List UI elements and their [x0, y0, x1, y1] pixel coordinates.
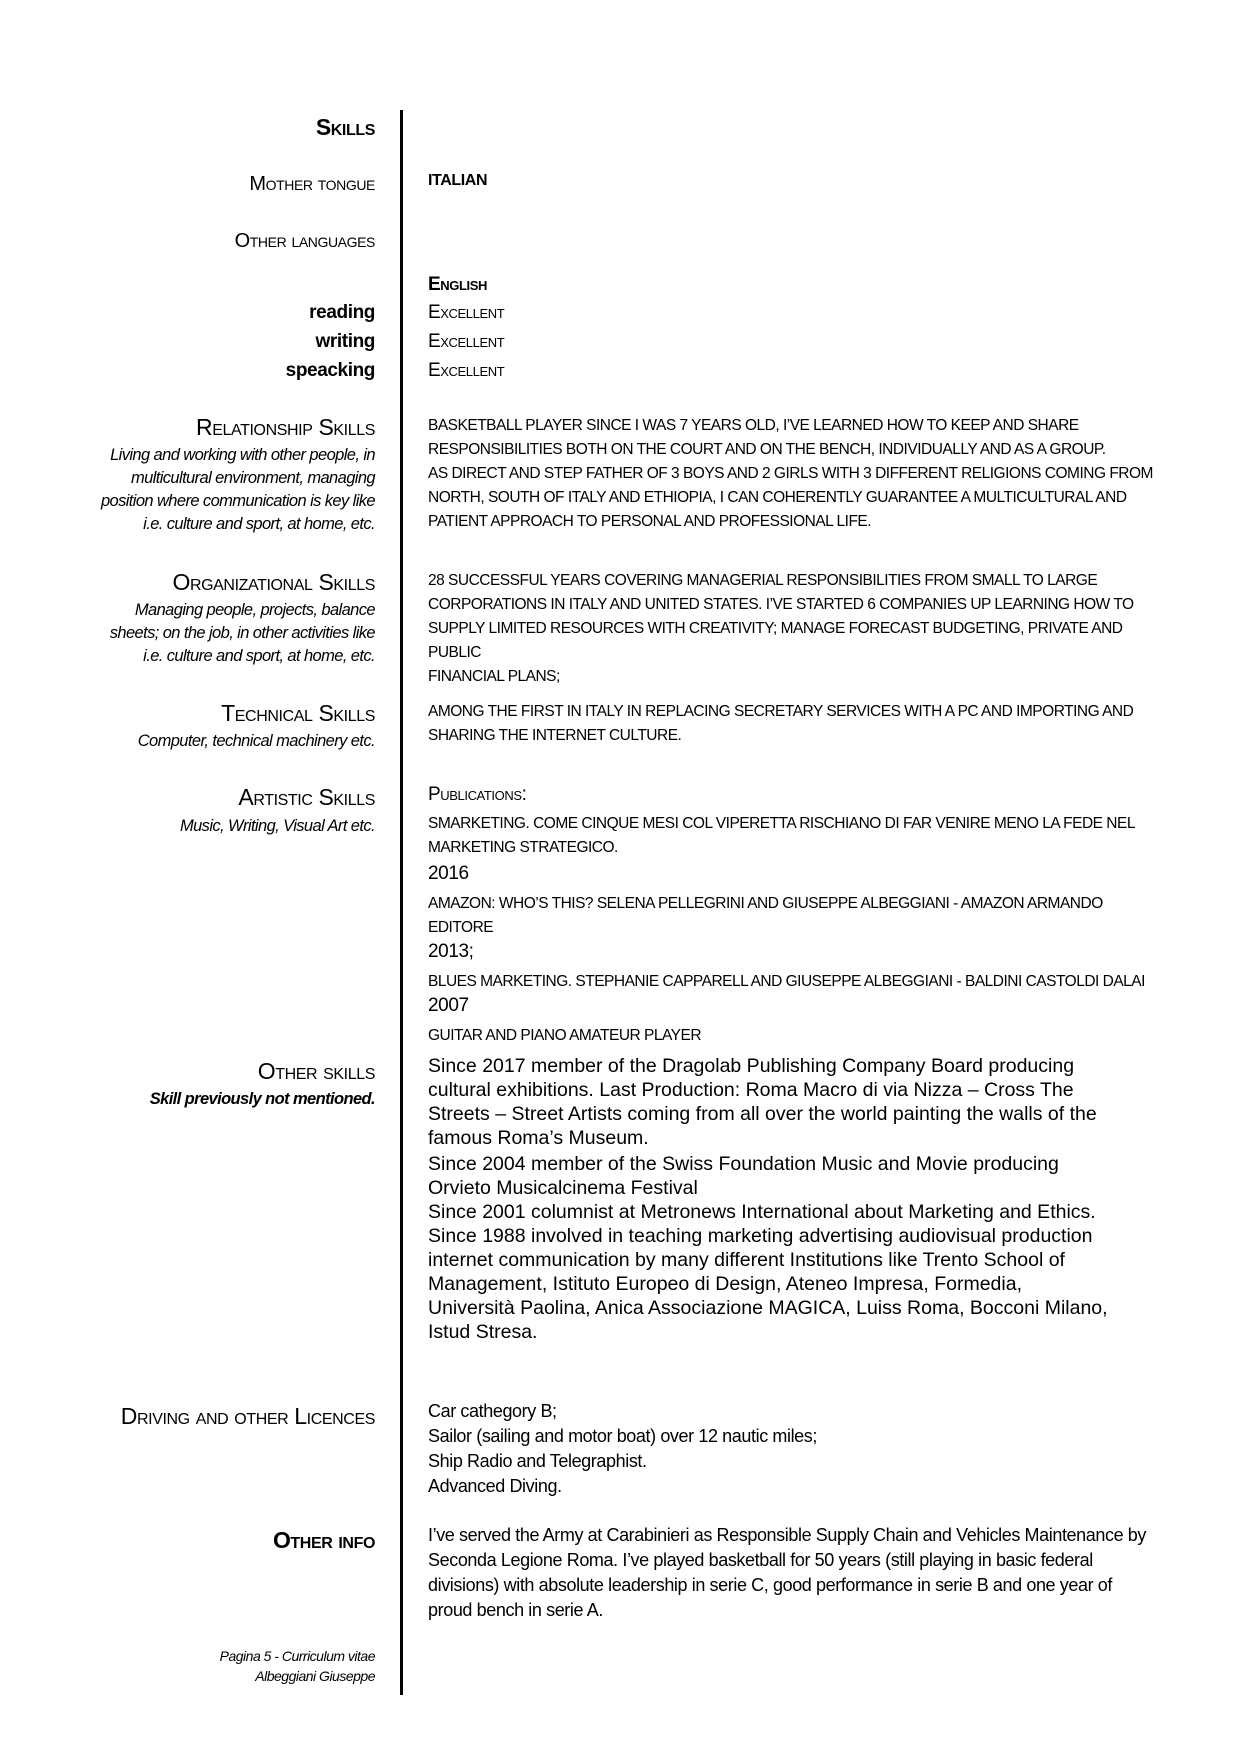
driving-licences-text: Car cathegory B; Sailor (sailing and motor boat) over 12 nautic miles; Ship Radio and Telegraphist. Advanced Diving.	[428, 1401, 817, 1496]
technical-skills-subtitle: Computer, technical machinery etc.	[137, 732, 375, 750]
other-skills-subtitle: Skill previously not mentioned.	[149, 1090, 375, 1108]
artistic-extra: GUITAR AND PIANO AMATEUR PLAYER	[428, 1027, 702, 1044]
other-info-text: I’ve served the Army at Carabinieri as Responsible Supply Chain and Vehicles Maintenance by Seconda Legione Roma. I’ve played basketball for 50 years (still playing in basic federal divisions) with absolute leadership in serie C, good performance in serie B and one year of proud bench in serie A.	[428, 1525, 1147, 1620]
speaking-label: speacking	[285, 360, 375, 381]
language-name: English	[428, 274, 487, 295]
relationship-skills-subtitle: Living and working with other people, in multicultural environment, managing position where communication is key like i.e. culture and sport, at home, etc.	[100, 446, 375, 533]
driving-licences-heading: Driving and other Licences	[120, 1403, 375, 1429]
technical-skills-text: AMONG THE FIRST IN ITALY IN REPLACING SECRETARY SERVICES WITH A PC AND IMPORTING AND SHARING THE INTERNET CULTURE.	[428, 703, 1134, 744]
skills-heading: Skills	[315, 114, 375, 140]
organizational-skills-heading: Organizational Skills	[172, 569, 375, 595]
other-skills-heading: Other skills	[257, 1058, 375, 1084]
vertical-divider	[400, 110, 403, 1695]
artistic-skills-text	[428, 782, 1168, 1048]
other-skills-text: Since 2017 member of the Dragolab Publishing Company Board producing cultural exhibitions. Last Production: Roma Macro di via Nizza – Cross The Streets – Street Artists coming from all over the world painting the walls of the famous Roma’s Museum. Since 2004 member of the Swiss Foundation Music and Movie producing Orvieto Musicalcinema Festival Since 2001 columnist at Metronews International about Marketing and Ethics. Since 1988 involved in teaching marketing advertising audiovisual production internet communication by many different Institutions like Trento School of Management, Istituto Europeo di Design, Ateneo Impresa, Formedia, Università Paolina, Anica Associazione MAGICA, Luiss Roma, Bocconi Milano, Istud Stresa.	[428, 1055, 1108, 1343]
relationship-skills-text: BASKETBALL PLAYER SINCE I WAS 7 YEARS OLD, I’VE LEARNED HOW TO KEEP AND SHARE RESPONSIBILITIES BOTH ON THE COURT AND ON THE BENCH, INDIVIDUALLY AND AS A GROUP. AS DIRECT AND STEP FATHER OF 3 BOYS AND 2 GIRLS WITH 3 DIFFERENT RELIGIONS COMING FROM NORTH, SOUTH OF ITALY AND ETHIOPIA, I CAN COHERENTLY GUARANTEE A MULTICULTURAL AND PATIENT APPROACH TO PERSONAL AND PROFESSIONAL LIFE.	[428, 417, 1153, 530]
technical-skills-heading: Technical Skills	[221, 700, 375, 726]
publications-label: Publications:	[428, 784, 527, 805]
artistic-skills-heading: Artistic Skills	[238, 784, 375, 810]
publication-2-year: 2013;	[428, 941, 474, 962]
reading-label: reading	[309, 302, 375, 323]
reading-value: Excellent	[428, 302, 505, 323]
artistic-skills-subtitle: Music, Writing, Visual Art etc.	[179, 817, 375, 835]
publication-1-year: 2016	[428, 863, 469, 884]
publication-3: BLUES MARKETING. STEPHANIE CAPPARELL AND GIUSEPPE ALBEGGIANI - BALDINI CASTOLDI DALAI	[428, 973, 1145, 990]
mother-tongue-label: Mother tongue	[249, 173, 375, 195]
footer: Pagina 5 - Curriculum vitae Albeggiani Giuseppe	[219, 1648, 375, 1684]
publication-3-year: 2007	[428, 995, 469, 1016]
relationship-skills-heading: Relationship Skills	[196, 414, 375, 440]
publication-1: SMARKETING. COME CINQUE MESI COL VIPERETTA RISCHIANO DI FAR VENIRE MENO LA FEDE NEL MARKETING STRATEGICO.	[428, 815, 1135, 856]
organizational-skills-subtitle: Managing people, projects, balance sheets; on the job, in other activities like i.e. culture and sport, at home, etc.	[109, 601, 375, 665]
writing-label: writing	[315, 331, 375, 352]
publication-2: AMAZON: WHO’S THIS? SELENA PELLEGRINI AND GIUSEPPE ALBEGGIANI - AMAZON ARMANDO EDITORE	[428, 895, 1103, 936]
mother-tongue-value: ITALIAN	[428, 172, 488, 189]
other-info-heading: Other info	[272, 1527, 375, 1553]
writing-value: Excellent	[428, 331, 505, 352]
organizational-skills-text: 28 SUCCESSFUL YEARS COVERING MANAGERIAL RESPONSIBILITIES FROM SMALL TO LARGE CORPORATIONS IN ITALY AND UNITED STATES. I’VE STARTED 6 COMPANIES UP LEARNING HOW TO SUPPLY LIMITED RESOURCES WITH CREATIVITY; MANAGE FORECAST BUDGETING, PRIVATE AND PUBLIC FINANCIAL PLANS;	[428, 572, 1134, 685]
speaking-value: Excellent	[428, 360, 505, 381]
other-languages-label: Other languages	[234, 230, 375, 252]
